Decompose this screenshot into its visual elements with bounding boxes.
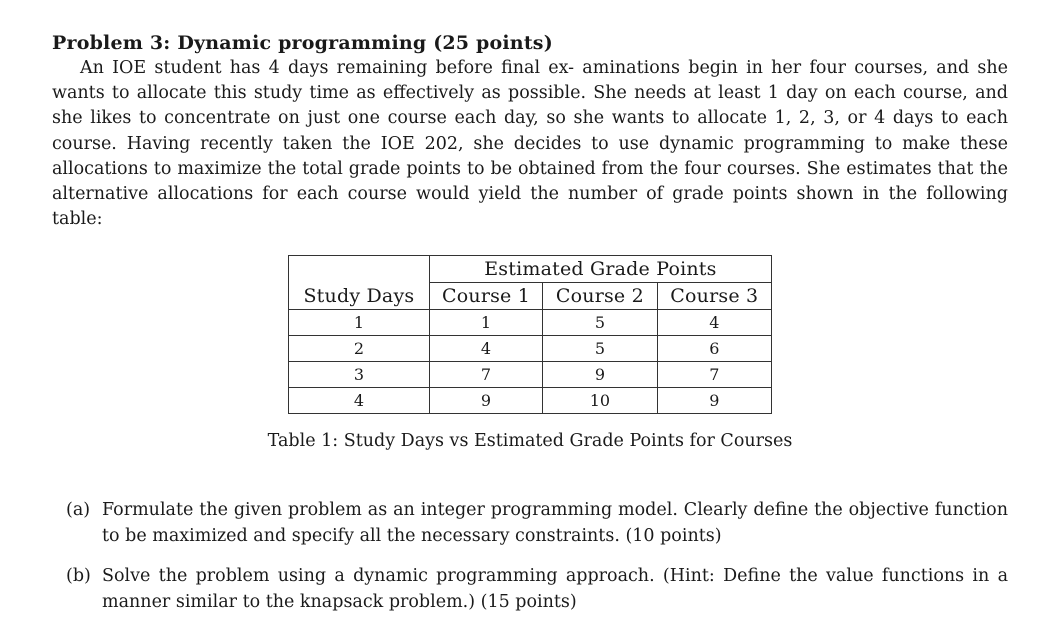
subpart-text: Formulate the given problem as an integer programming model. Clearly define the objective function to be maximized and specify all the necessary constraints. (10 points) <box>102 500 1008 546</box>
cell-study-days: 4 <box>289 388 430 414</box>
column-header-course-1: Course 1 <box>429 283 542 310</box>
cell-course-3: 9 <box>657 388 771 414</box>
cell-course-2: 9 <box>543 362 657 388</box>
subpart-text: Solve the problem using a dynamic programming approach. (Hint: Define the value functions in a manner similar to the knapsack problem.) (15 points) <box>102 566 1008 612</box>
problem-statement: An IOE student has 4 days remaining before final ex- aminations begin in her four courses, and she wants to allocate this study time as effectively as possible. She needs at least 1 day on each course, and she likes to concentrate on just one course each day, so she wants to allocate 1, 2, 3, or 4 days to each course. Having recently taken the IOE 202, she decides to use dynamic programming to make these allocations to maximize the total grade points to be obtained from the four courses. She estimates that the alternative allocations for each course would yield the number of grade points shown in the following table: <box>52 58 1008 230</box>
cell-course-1: 1 <box>429 310 542 336</box>
cell-course-1: 7 <box>429 362 542 388</box>
table-caption: Table 1: Study Days vs Estimated Grade Points for Courses <box>267 431 793 452</box>
subpart-b <box>66 564 1008 615</box>
table-row <box>289 388 772 414</box>
grade-points-table <box>288 255 772 414</box>
cell-course-2: 10 <box>543 388 657 414</box>
grade-table-container <box>267 255 793 452</box>
table-row <box>289 362 772 388</box>
cell-study-days: 3 <box>289 362 430 388</box>
column-header-course-3: Course 3 <box>657 283 771 310</box>
subparts-list <box>52 498 1008 615</box>
table-group-header: Estimated Grade Points <box>429 256 771 283</box>
table-row <box>289 336 772 362</box>
cell-study-days: 1 <box>289 310 430 336</box>
subpart-label: (b) <box>66 566 91 587</box>
cell-study-days: 2 <box>289 336 430 362</box>
column-header-study-days: Study Days <box>289 283 430 310</box>
cell-course-2: 5 <box>543 336 657 362</box>
subpart-label: (a) <box>66 500 91 521</box>
table-row <box>289 310 772 336</box>
cell-course-3: 4 <box>657 310 771 336</box>
document <box>52 30 1008 630</box>
cell-course-2: 5 <box>543 310 657 336</box>
table-corner-cell <box>289 256 430 283</box>
cell-course-1: 9 <box>429 388 542 414</box>
column-header-course-2: Course 2 <box>543 283 657 310</box>
subpart-a <box>66 498 1008 549</box>
cell-course-1: 4 <box>429 336 542 362</box>
problem-heading: Problem 3: Dynamic programming (25 points) <box>52 32 553 54</box>
cell-course-3: 7 <box>657 362 771 388</box>
cell-course-3: 6 <box>657 336 771 362</box>
